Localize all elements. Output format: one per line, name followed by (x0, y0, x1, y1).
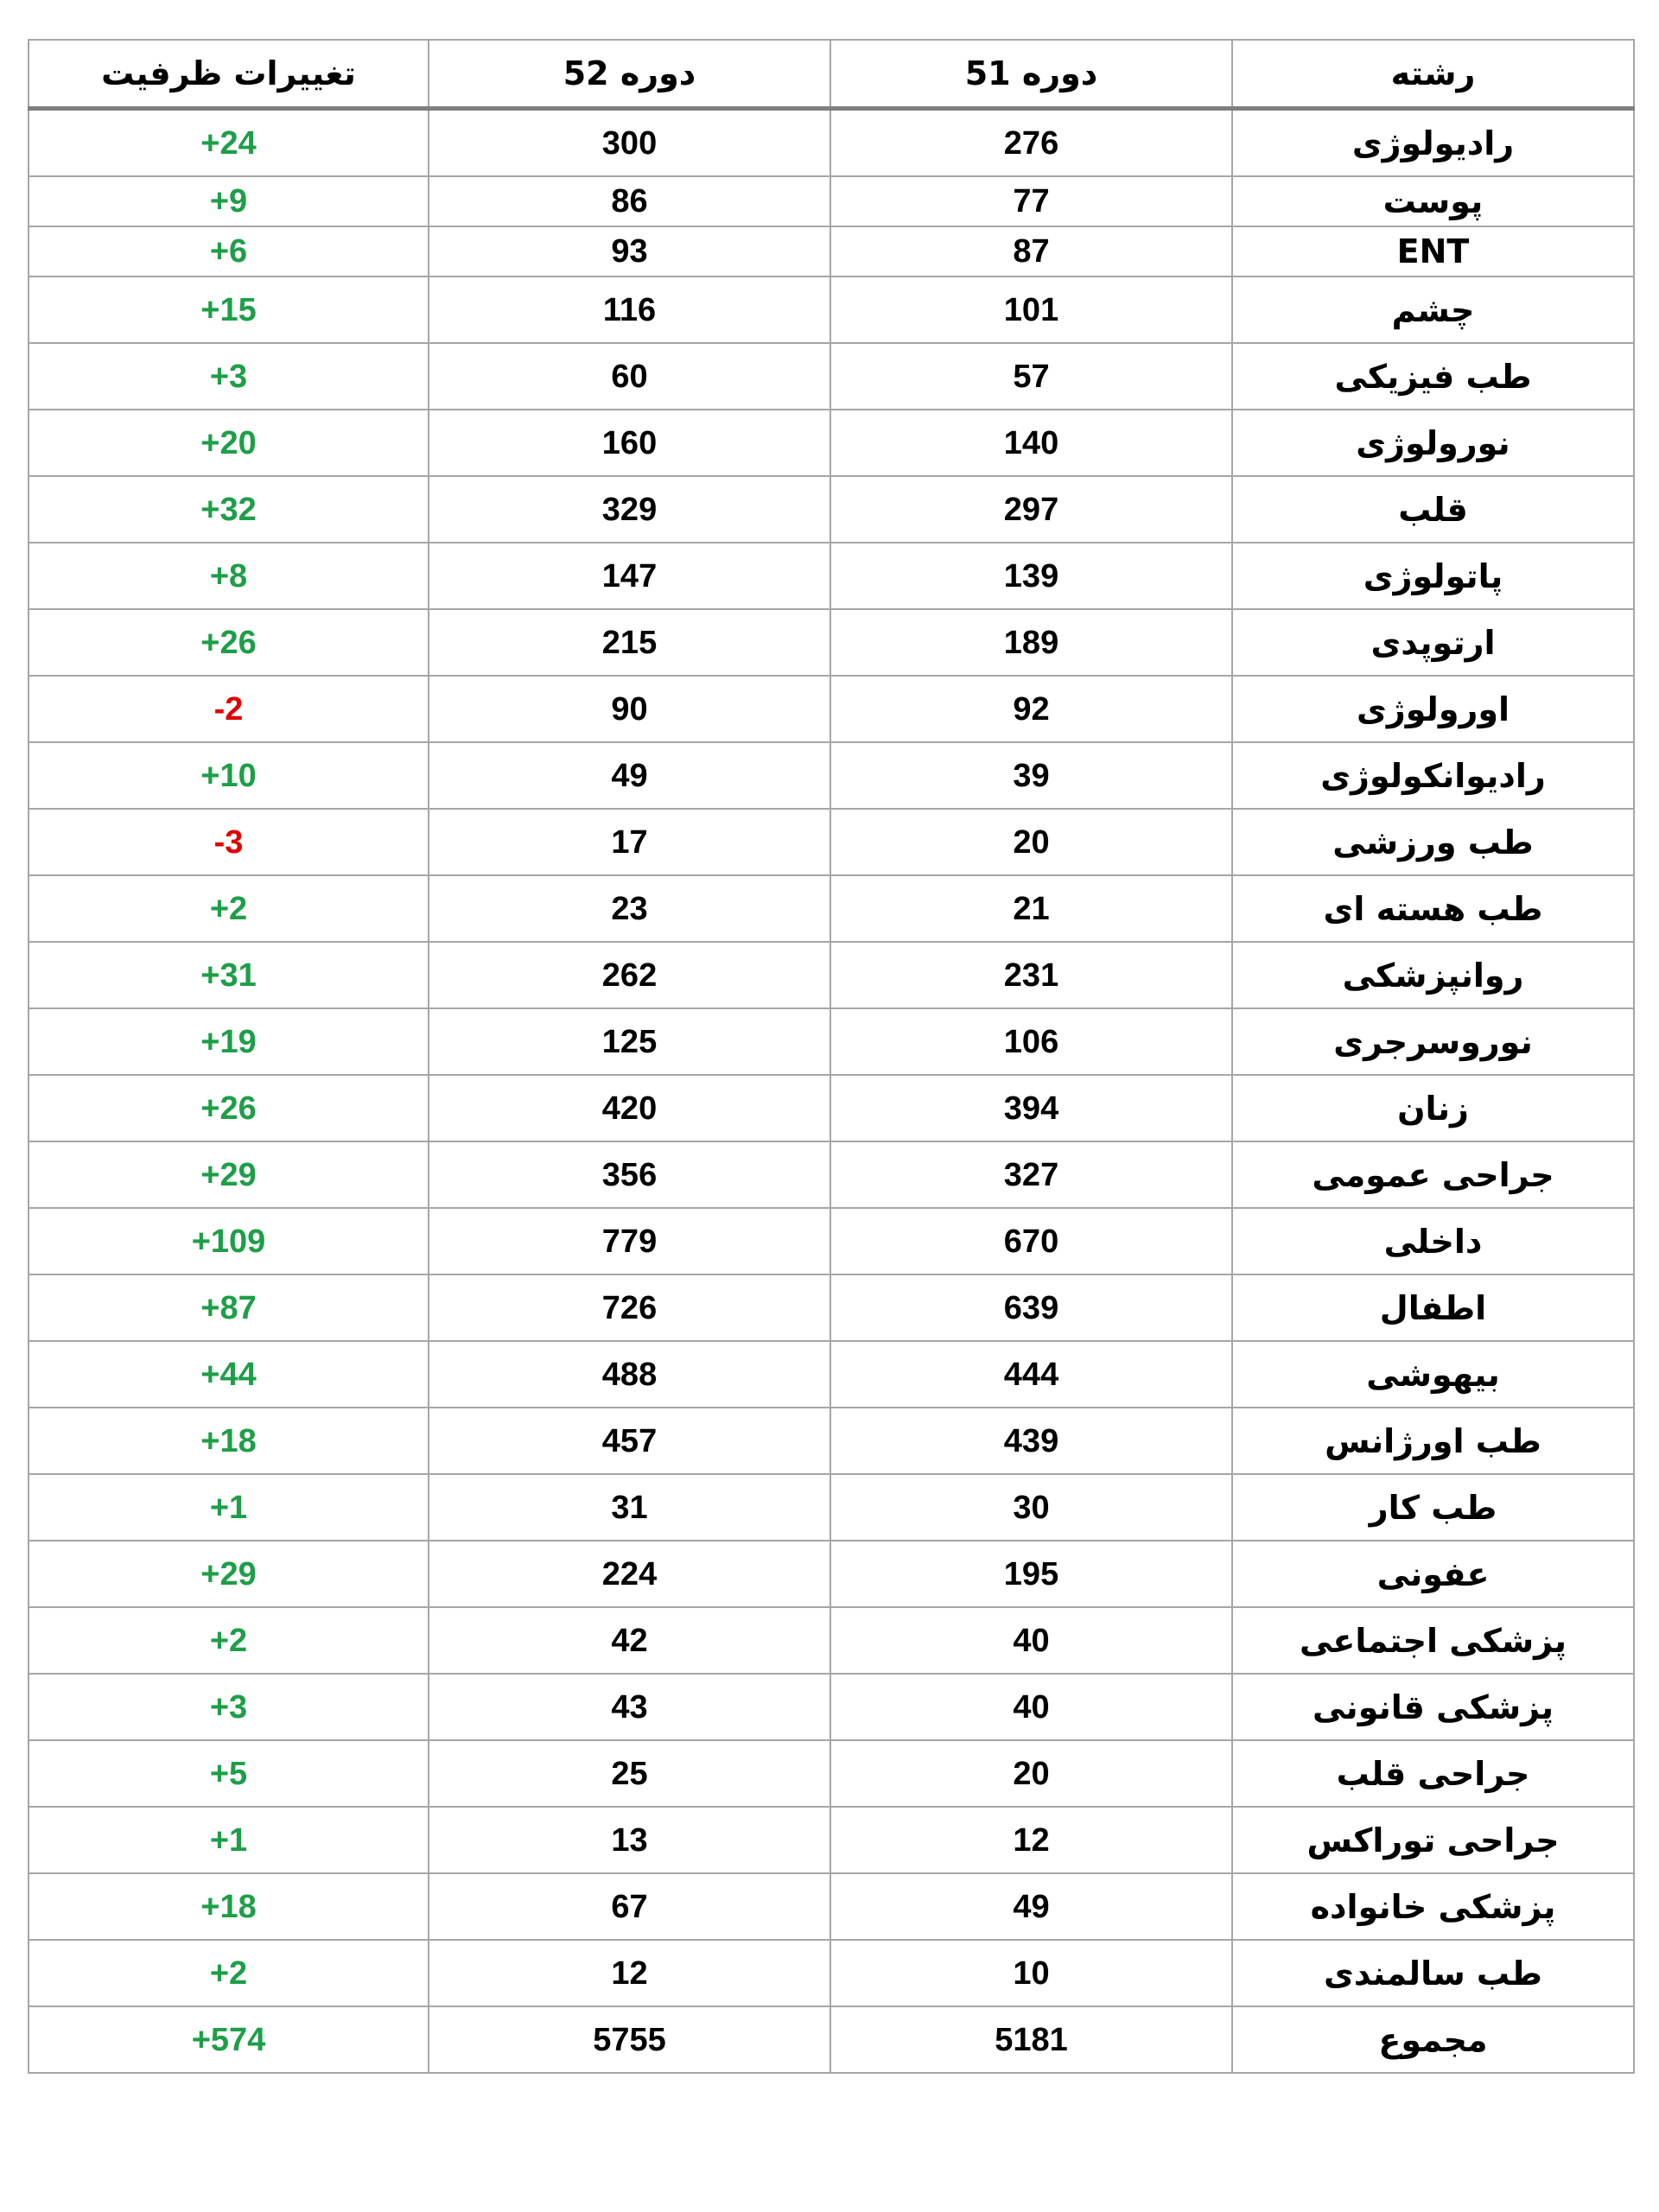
period-51-cell: 139 (830, 543, 1232, 609)
period-52-cell: 262 (429, 942, 830, 1008)
field-name-cell: طب هسته ای (1232, 875, 1634, 942)
change-cell: +18 (29, 1408, 429, 1474)
total-period-51-cell: 5181 (830, 2006, 1232, 2073)
change-cell: +1 (29, 1474, 429, 1541)
change-cell: +20 (29, 410, 429, 476)
table-row (29, 742, 1634, 809)
period-51-cell: 49 (830, 1873, 1232, 1940)
period-52-cell: 420 (429, 1075, 830, 1141)
period-51-cell: 195 (830, 1541, 1232, 1607)
capacity-table (28, 39, 1635, 2074)
period-51-cell: 40 (830, 1674, 1232, 1740)
period-51-cell: 40 (830, 1607, 1232, 1674)
field-name-cell: زنان (1232, 1075, 1634, 1141)
change-cell: +10 (29, 742, 429, 809)
period-51-cell: 87 (830, 226, 1232, 276)
period-51-cell: 106 (830, 1008, 1232, 1075)
field-name-cell: پوست (1232, 176, 1634, 226)
table-row (29, 1940, 1634, 2006)
change-cell: +8 (29, 543, 429, 609)
header-period-52: دوره 52 (429, 40, 830, 109)
period-51-cell: 101 (830, 276, 1232, 343)
field-name-cell: رادیوانکولوژی (1232, 742, 1634, 809)
field-name-cell: پزشکی اجتماعی (1232, 1607, 1634, 1674)
period-52-cell: 49 (429, 742, 830, 809)
period-52-cell: 86 (429, 176, 830, 226)
period-52-cell: 224 (429, 1541, 830, 1607)
field-name-cell: پزشکی خانواده (1232, 1873, 1634, 1940)
field-name-cell: طب فیزیکی (1232, 343, 1634, 410)
change-cell: +3 (29, 1674, 429, 1740)
field-name-cell: اورولوژی (1232, 676, 1634, 742)
period-51-cell: 189 (830, 609, 1232, 676)
header-capacity-change: تغییرات ظرفیت (29, 40, 429, 109)
header-field: رشته (1232, 40, 1634, 109)
period-51-cell: 394 (830, 1075, 1232, 1141)
change-cell: +9 (29, 176, 429, 226)
table-row (29, 1740, 1634, 1807)
period-52-cell: 300 (429, 109, 830, 177)
change-cell: +6 (29, 226, 429, 276)
period-51-cell: 444 (830, 1341, 1232, 1408)
period-52-cell: 67 (429, 1873, 830, 1940)
field-name-cell: ارتوپدی (1232, 609, 1634, 676)
table-row (29, 543, 1634, 609)
field-name-cell: اطفال (1232, 1274, 1634, 1341)
table-row (29, 1408, 1634, 1474)
field-name-cell: طب سالمندی (1232, 1940, 1634, 2006)
period-51-cell: 327 (830, 1141, 1232, 1208)
change-cell: +32 (29, 476, 429, 543)
period-52-cell: 13 (429, 1807, 830, 1873)
period-51-cell: 276 (830, 109, 1232, 177)
period-52-cell: 31 (429, 1474, 830, 1541)
period-51-cell: 639 (830, 1274, 1232, 1341)
change-cell: +109 (29, 1208, 429, 1274)
table-row (29, 410, 1634, 476)
field-name-cell: داخلی (1232, 1208, 1634, 1274)
total-change-cell: +574 (29, 2006, 429, 2073)
period-52-cell: 356 (429, 1141, 830, 1208)
period-51-cell: 21 (830, 875, 1232, 942)
period-52-cell: 726 (429, 1274, 830, 1341)
change-cell: +19 (29, 1008, 429, 1075)
period-51-cell: 30 (830, 1474, 1232, 1541)
table-row (29, 276, 1634, 343)
table-row (29, 109, 1634, 177)
period-51-cell: 140 (830, 410, 1232, 476)
table-row (29, 1341, 1634, 1408)
field-name-cell: رادیولوژی (1232, 109, 1634, 177)
field-name-cell: نوروسرجری (1232, 1008, 1634, 1075)
change-cell: +87 (29, 1274, 429, 1341)
period-52-cell: 215 (429, 609, 830, 676)
table-row (29, 1807, 1634, 1873)
table-row (29, 1873, 1634, 1940)
table-row (29, 1607, 1634, 1674)
field-name-cell: قلب (1232, 476, 1634, 543)
period-52-cell: 457 (429, 1408, 830, 1474)
change-cell: +2 (29, 1607, 429, 1674)
period-52-cell: 125 (429, 1008, 830, 1075)
change-cell: +29 (29, 1541, 429, 1607)
period-52-cell: 60 (429, 343, 830, 410)
period-52-cell: 779 (429, 1208, 830, 1274)
field-name-cell: طب کار (1232, 1474, 1634, 1541)
field-name-cell: نورولوژی (1232, 410, 1634, 476)
change-cell: +26 (29, 1075, 429, 1141)
change-cell: +29 (29, 1141, 429, 1208)
table-row (29, 1541, 1634, 1607)
field-name-cell: بیهوشی (1232, 1341, 1634, 1408)
period-52-cell: 23 (429, 875, 830, 942)
change-cell: +5 (29, 1740, 429, 1807)
change-cell: +1 (29, 1807, 429, 1873)
table-header (29, 40, 1634, 109)
total-label-cell: مجموع (1232, 2006, 1634, 2073)
table-row (29, 1474, 1634, 1541)
change-cell: +44 (29, 1341, 429, 1408)
period-52-cell: 42 (429, 1607, 830, 1674)
table-row (29, 875, 1634, 942)
table-row (29, 1008, 1634, 1075)
period-51-cell: 20 (830, 809, 1232, 875)
change-cell: -2 (29, 676, 429, 742)
change-cell: +31 (29, 942, 429, 1008)
table-row (29, 1208, 1634, 1274)
change-cell: +26 (29, 609, 429, 676)
table-row (29, 609, 1634, 676)
period-51-cell: 439 (830, 1408, 1232, 1474)
change-cell: +2 (29, 875, 429, 942)
field-name-cell: ENT (1232, 226, 1634, 276)
period-51-cell: 12 (830, 1807, 1232, 1873)
period-51-cell: 10 (830, 1940, 1232, 2006)
field-name-cell: جراحی عمومی (1232, 1141, 1634, 1208)
period-51-cell: 297 (830, 476, 1232, 543)
period-51-cell: 670 (830, 1208, 1232, 1274)
field-name-cell: عفونی (1232, 1541, 1634, 1607)
period-52-cell: 90 (429, 676, 830, 742)
period-51-cell: 231 (830, 942, 1232, 1008)
period-52-cell: 17 (429, 809, 830, 875)
table-row (29, 226, 1634, 276)
period-51-cell: 57 (830, 343, 1232, 410)
field-name-cell: جراحی توراکس (1232, 1807, 1634, 1873)
table-body (29, 109, 1634, 2074)
field-name-cell: روانپزشکی (1232, 942, 1634, 1008)
period-52-cell: 93 (429, 226, 830, 276)
table-row (29, 1274, 1634, 1341)
period-51-cell: 20 (830, 1740, 1232, 1807)
period-52-cell: 12 (429, 1940, 830, 2006)
period-52-cell: 147 (429, 543, 830, 609)
table-row (29, 476, 1634, 543)
total-period-52-cell: 5755 (429, 2006, 830, 2073)
period-52-cell: 488 (429, 1341, 830, 1408)
change-cell: +3 (29, 343, 429, 410)
change-cell: +2 (29, 1940, 429, 2006)
field-name-cell: طب ورزشی (1232, 809, 1634, 875)
period-52-cell: 116 (429, 276, 830, 343)
table-row (29, 676, 1634, 742)
field-name-cell: طب اورژانس (1232, 1408, 1634, 1474)
period-52-cell: 43 (429, 1674, 830, 1740)
table-row (29, 343, 1634, 410)
field-name-cell: چشم (1232, 276, 1634, 343)
change-cell: +18 (29, 1873, 429, 1940)
table-row (29, 176, 1634, 226)
period-51-cell: 77 (830, 176, 1232, 226)
table-row (29, 942, 1634, 1008)
header-row (29, 40, 1634, 109)
change-cell: -3 (29, 809, 429, 875)
change-cell: +15 (29, 276, 429, 343)
table-row (29, 1674, 1634, 1740)
change-cell: +24 (29, 109, 429, 177)
period-52-cell: 25 (429, 1740, 830, 1807)
period-51-cell: 39 (830, 742, 1232, 809)
period-51-cell: 92 (830, 676, 1232, 742)
table-row (29, 809, 1634, 875)
period-52-cell: 329 (429, 476, 830, 543)
total-row (29, 2006, 1634, 2073)
field-name-cell: جراحی قلب (1232, 1740, 1634, 1807)
period-52-cell: 160 (429, 410, 830, 476)
field-name-cell: پزشکی قانونی (1232, 1674, 1634, 1740)
table-row (29, 1075, 1634, 1141)
header-period-51: دوره 51 (830, 40, 1232, 109)
field-name-cell: پاتولوژی (1232, 543, 1634, 609)
table-row (29, 1141, 1634, 1208)
